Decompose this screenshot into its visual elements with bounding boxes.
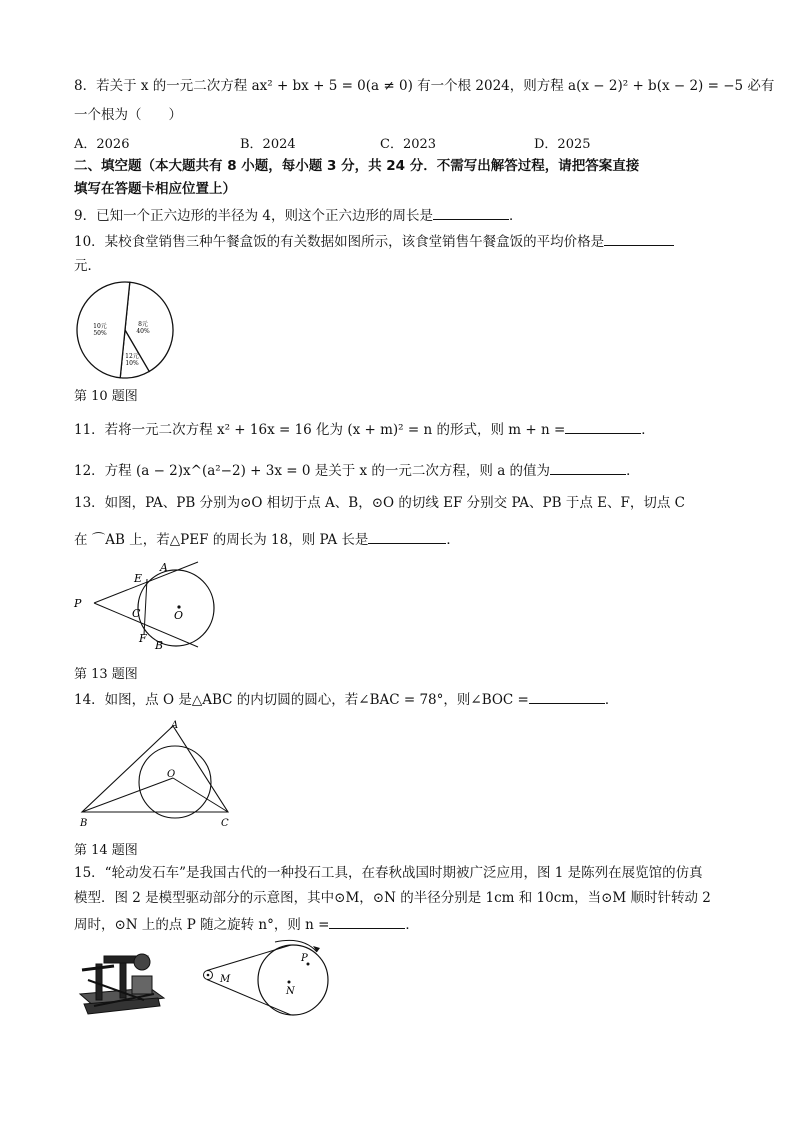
q9-text (74, 206, 522, 225)
q13-tangent-figure (70, 555, 230, 660)
label-f: F (139, 632, 147, 645)
label-p: P (301, 953, 308, 964)
pie-label-12yuan: 12元 (125, 353, 139, 360)
label-a: A (160, 561, 168, 574)
center-n (288, 981, 291, 984)
q13-caption: 第 13 题图 (74, 667, 138, 682)
q14-caption: 第 14 题图 (74, 843, 138, 858)
label-c: C (221, 818, 229, 829)
q11-end: ． (641, 422, 655, 438)
q13-stem: 在 ⌒AB 上，若△PEF 的周长为 18，则 PA 长是 (74, 532, 369, 548)
q10-caption: 第 10 题图 (74, 389, 138, 404)
label-o: O (167, 769, 176, 780)
section2-heading-line1: 二、填空题（本大题共有 8 小题，每小题 3 分，共 24 分．不需写出解答过程，请把答案直接 (74, 158, 640, 174)
q14-text (74, 690, 618, 709)
q13-line2 (74, 530, 460, 549)
incircle-o (139, 746, 211, 818)
pie-value-12yuan: 10% (125, 360, 139, 367)
q15-line1: 15．“轮动发石车”是我国古代的一种投石工具，在春秋战国时期被广泛应用，图 1 是陈列在展览馆的仿真 (74, 865, 703, 881)
center-m (207, 974, 210, 977)
label-m: M (220, 974, 231, 985)
q8-option-c: C．2023 (380, 137, 437, 152)
label-a: A (171, 720, 179, 731)
q12-text (74, 461, 640, 480)
circle-n (258, 945, 328, 1015)
catapult-model-image (74, 950, 169, 1020)
q8-option-b: B．2024 (240, 137, 296, 152)
q10-text (74, 232, 674, 251)
q8-option-a: A．2026 (74, 137, 130, 152)
q15-line2: 模型．图 2 是模型驱动部分的示意图，其中⊙M，⊙N 的半径分别是 1cm 和 10cm，当⊙M 顺时针转动 2 (74, 890, 711, 906)
q11-answer-blank (565, 420, 641, 434)
label-o: O (174, 609, 184, 622)
pie-value-8yuan: 40% (136, 328, 150, 335)
q12-answer-blank (550, 461, 626, 475)
q14-end: ． (604, 692, 619, 708)
q13-line1: 13．如图，PA、PB 分别为⊙O 相切于点 A、B，⊙O 的切线 EF 分别交 PA、PB 于点 E、F，切点 C (74, 495, 685, 511)
q15-stem: 周时，⊙N 上的点 P 随之旋转 n°，则 n = (74, 917, 330, 933)
q12-end: ． (626, 463, 640, 479)
q15-answer-blank (329, 915, 405, 929)
q9-stem: 9．已知一个正六边形的半径为 4，则这个正六边形的周长是 (74, 208, 433, 224)
q15-line3 (74, 915, 419, 934)
pie-label-8yuan: 8元 (138, 321, 148, 328)
q14-stem: 14．如图，点 O 是△ABC 的内切圆的圆心，若∠BAC = 78°，则∠BOC = (74, 692, 529, 708)
segment-ob (82, 778, 173, 812)
label-b: B (155, 639, 164, 652)
label-n: N (286, 986, 295, 997)
q8-line1: 8．若关于 x 的一元二次方程 ax² + bx + 5 = 0(a ≠ 0) 有一个根 2024，则方程 a(x − 2)² + b(x − 2) = −5 必有 (74, 78, 775, 94)
q15-end: ． (405, 917, 419, 933)
q8-line2: 一个根为（ ） (74, 107, 182, 123)
q13-end: ． (446, 532, 460, 548)
label-c: C (132, 607, 141, 620)
q10-line2: 元． (74, 258, 101, 274)
label-e: E (134, 572, 143, 585)
q13-answer-blank (368, 530, 446, 544)
q10-answer-blank (604, 232, 674, 246)
label-p: P (74, 597, 82, 610)
q9-answer-blank (433, 206, 509, 220)
q10-pie-chart (70, 278, 190, 384)
q14-incircle-figure (74, 716, 239, 831)
q15-gear-diagram (195, 938, 335, 1018)
q14-answer-blank (529, 690, 605, 704)
pie-label-10yuan: 10元 (93, 323, 107, 330)
q9-end: ． (508, 208, 523, 224)
q10-stem: 10．某校食堂销售三种午餐盒饭的有关数据如图所示，该食堂销售午餐盒饭的平均价格是 (74, 234, 605, 250)
q11-text (74, 420, 655, 439)
label-b: B (80, 818, 88, 829)
q11-stem: 11．若将一元二次方程 x² + 16x = 16 化为 (x + m)² = n 的形式，则 m + n = (74, 422, 566, 438)
pie-value-10yuan: 50% (93, 330, 107, 337)
section2-heading-line2: 填写在答题卡相应位置上） (74, 181, 236, 197)
q8-option-d: D．2025 (534, 137, 591, 152)
q12-stem: 12．方程 (a − 2)x^(a²−2) + 3x = 0 是关于 x 的一元二次方程，则 a 的值为 (74, 463, 551, 479)
belt-top (207, 945, 291, 971)
